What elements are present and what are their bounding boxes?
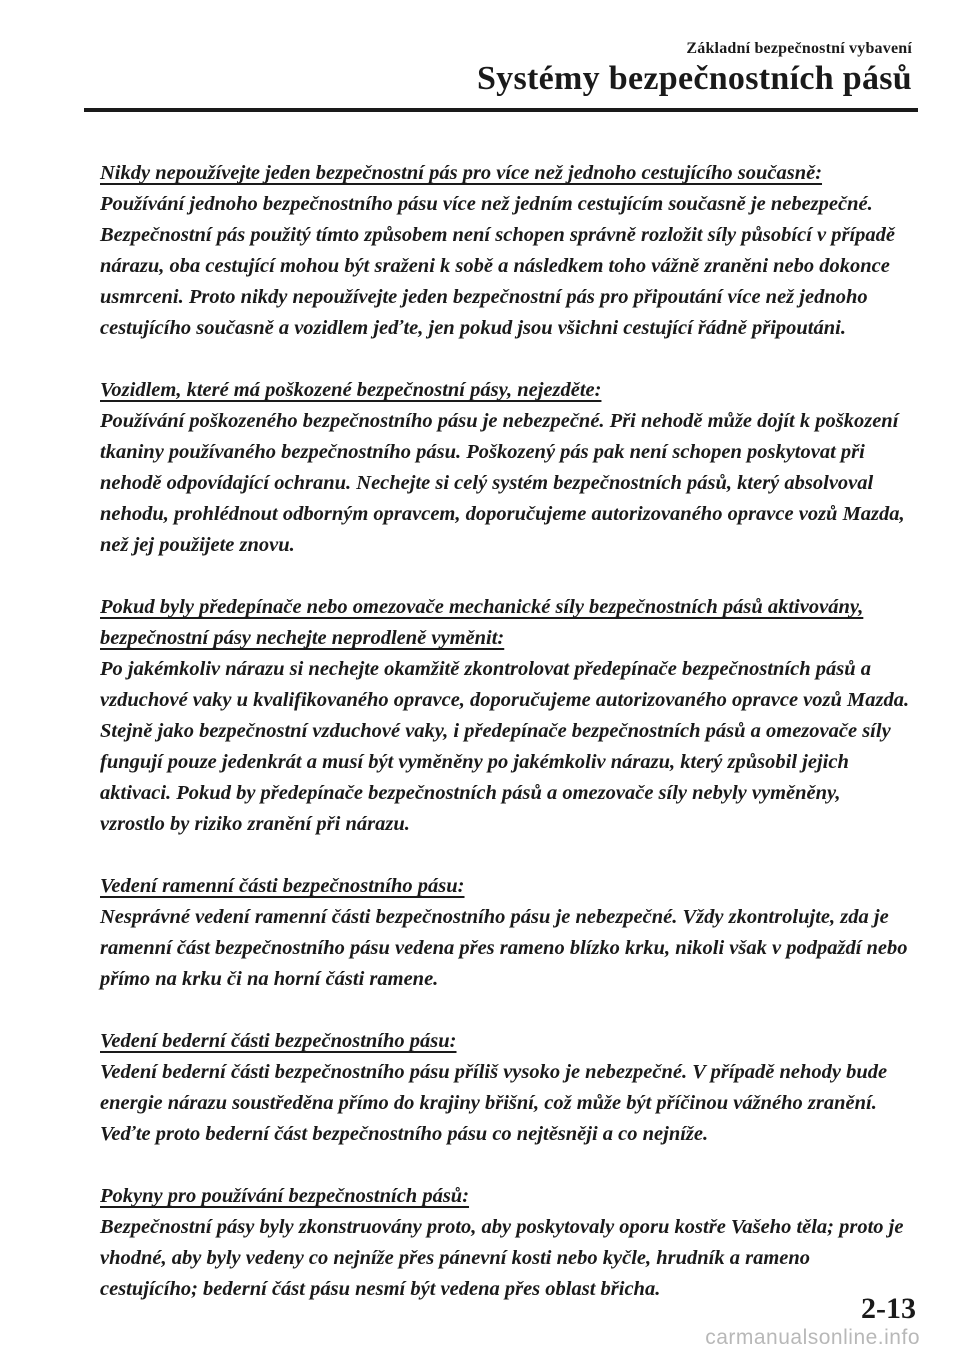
header-divider [84,108,918,112]
watermark: carmanualsonline.info [705,1326,920,1349]
warning-list [100,158,910,1336]
warning-body: Používání poškozeného bezpečnostního pásu je nebezpečné. Při nehodě může dojít k poškození tkaniny používaného bezpečnostního pásu. Poškozený pás pak není schopen poskytovat při nehodě odpovídající ochranu. Nechejte si celý systém bezpečnostních pásů, který absolvoval nehodu, prohlédnout odborným opravcem, doporučujeme autorizovaného opravce vozů Mazda, než jej použijete znovu. [100,410,905,556]
warning-heading: Pokud byly předepínače nebo omezovače mechanické síly bezpečnostních pásů aktivovány, bezpečnostní pásy nechejte neprodleně vyměnit: [100,596,864,649]
page-header [477,40,912,98]
section-name: Základní bezpečnostní vybavení [686,40,912,57]
warning-item [100,871,910,995]
warning-heading: Vozidlem, které má poškozené bezpečnostní pásy, nejezděte: [100,379,602,401]
warning-body: Vedení bederní části bezpečnostního pásu příliš vysoko je nebezpečné. V případě nehody bude energie nárazu soustředěna přímo do krajiny břišní, což může být příčinou vážného zranění. Veďte proto bederní část bezpečnostního pásu co nejtěsněji a co nejníže. [100,1061,888,1145]
warning-item [100,375,910,561]
warning-body: Po jakémkoliv nárazu si nechejte okamžitě zkontrolovat předepínače bezpečnostních pásů a vzduchové vaky u kvalifikovaného opravce, doporučujeme autorizovaného opravce vozů Mazda. Stejně jako bezpečnostní vzduchové vaky, i předepínače bezpečnostních pásů a omezovače síly fungují pouze jedenkrát a musí být vyměněny po jakémkoliv nárazu, který způsobil jejich aktivaci. Pokud by předepínače bezpečnostních pásů a omezovače síly nebyly vyměněny, vzrostlo by riziko zranění při nárazu. [100,658,910,835]
warning-item [100,1026,910,1150]
warning-heading: Vedení ramenní části bezpečnostního pásu: [100,875,465,897]
warning-heading: Vedení bederní části bezpečnostního pásu: [100,1030,457,1052]
warning-heading: Pokyny pro používání bezpečnostních pásů: [100,1185,470,1207]
warning-item [100,158,910,344]
warning-body: Bezpečnostní pásy byly zkonstruovány proto, aby poskytovaly oporu kostře Vašeho těla; proto je vhodné, aby byly vedeny co nejníže přes pánevní kosti nebo kyčle, hrudník a rameno cestujícího; bederní část pásu nesmí být vedena přes oblast břicha. [100,1216,904,1300]
warning-item [100,592,910,840]
warning-body: Nesprávné vedení ramenní části bezpečnostního pásu je nebezpečné. Vždy zkontrolujte, zda je ramenní část bezpečnostního pásu vedena přes rameno blízko krku, nikoli však v podpaždí nebo přímo na krku či na horní části ramene. [100,906,908,990]
page-number: 2-13 [861,1292,916,1325]
page-title: Systémy bezpečnostních pásů [476,60,912,97]
warning-body: Používání jednoho bezpečnostního pásu více než jedním cestujícím současně je nebezpečné. Bezpečnostní pás použitý tímto způsobem není schopen správně rozložit síly působící v případě nárazu, oba cestující mohou být sraženi k sobě a následkem toho vážně zraněni nebo dokonce usmrceni. Proto nikdy nepoužívejte jeden bezpečnostní pás pro připoutání více než jednoho cestujícího současně a vozidlem jeďte, jen pokud jsou všichni cestující řádně připoutáni. [100,193,896,339]
warning-item [100,1181,910,1305]
warning-heading: Nikdy nepoužívejte jeden bezpečnostní pás pro více než jednoho cestujícího současně: [100,162,823,184]
